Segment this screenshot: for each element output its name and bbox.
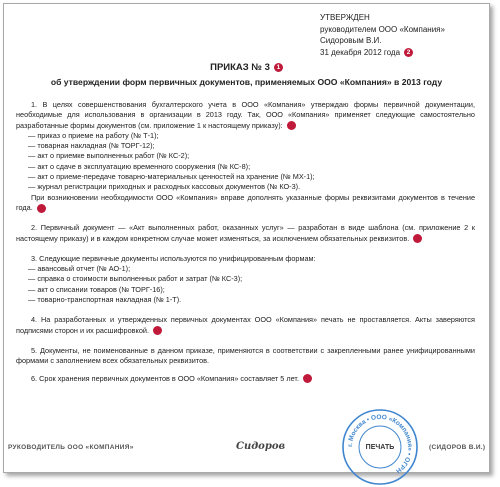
list-item: — журнал регистрации приходных и расходных кассовых документов (№ КО-3). bbox=[28, 182, 301, 192]
list-item: — авансовый отчет (№ АО-1); bbox=[28, 264, 131, 274]
paragraph-1-note bbox=[16, 193, 475, 214]
marker-5: 5 bbox=[153, 326, 162, 335]
list-item: — приказ о приеме на работу (№ Т-1); bbox=[28, 130, 159, 140]
marker-6: 6 bbox=[303, 374, 312, 383]
approval-block bbox=[320, 12, 445, 58]
order-title-text: ПРИКАЗ № 3 bbox=[210, 62, 270, 73]
list-item: — справка о стоимости выполненных работ и затрат (№ КС-3); bbox=[28, 274, 243, 284]
order-subtitle: об утверждении форм первичных документов, применяемых ООО «Компания» в 2013 году bbox=[50, 77, 443, 87]
stamp-center-text: ПЕЧАТЬ bbox=[365, 444, 395, 451]
marker-3: 3 bbox=[287, 121, 296, 130]
marker-1-repeat: 1 bbox=[37, 204, 46, 213]
paragraph-6 bbox=[16, 374, 475, 384]
paragraph-6-text: 6. Срок хранения первичных документов в ООО «Компания» составляет 5 лет. bbox=[31, 373, 299, 383]
list-item: — акт о сдаче в эксплуатацию временного сооружения (№ КС-8); bbox=[28, 161, 251, 171]
order-document bbox=[3, 3, 490, 473]
approval-line-1: УТВЕРЖДЕН bbox=[320, 13, 370, 22]
paragraph-5: 5. Документы, не поименованные в данном приказе, применяются в соответствии с закрепленными ранее унифицированными формами с заполнением всех обязательных реквизитов. bbox=[16, 345, 475, 366]
order-body bbox=[16, 100, 475, 384]
marker-4: 4 bbox=[413, 234, 422, 243]
paragraph-2 bbox=[16, 223, 475, 244]
order-title bbox=[4, 62, 489, 73]
paragraph-4-text: 4. На разработанных и утвержденных первичных документах ООО «Компания» печать не проставляется. Акты заверяются подписями сторон и их расшифровкой. bbox=[16, 315, 475, 335]
paragraph-1-text: 1. В целях совершенствования бухгалтерского учета в ООО «Компания» утверждаю формы первичной документации, необходимые для использования в организации в 2013 году. Так, ООО «Компания» применяет следующие самостоятельно разработанные формы документов (см. приложение 1 к настоящему приказу): bbox=[16, 100, 475, 130]
list-item: — товарно-транспортная накладная (№ 1-Т). bbox=[28, 295, 182, 305]
approval-line-2: руководителем ООО «Компания» bbox=[320, 24, 445, 34]
list-item: — акт о списании товаров (№ ТОРГ-16); bbox=[28, 284, 165, 294]
marker-1: 1 bbox=[274, 63, 283, 72]
footer-name: (СИДОРОВ В.И.) bbox=[429, 444, 486, 451]
paragraph-4 bbox=[16, 315, 475, 336]
paragraph-1 bbox=[16, 100, 475, 131]
paragraph-1-note-text: При возникновении необходимости ООО «Компания» вправе дополнять указанные формы реквизитами документов в течение года. bbox=[16, 192, 475, 212]
paragraph-3: 3. Следующие первичные документы используются по унифицированным формам: bbox=[31, 253, 316, 263]
signature: Сидоров bbox=[236, 441, 286, 452]
list-item: — товарная накладная (№ ТОРГ-12); bbox=[28, 141, 155, 151]
approval-line-3: Сидоровым В.И. bbox=[320, 36, 382, 45]
marker-2: 2 bbox=[404, 48, 413, 57]
stamp-seal bbox=[340, 407, 420, 487]
stamp-ring-text: г. Москва • ООО «Компания» • ОГРН bbox=[346, 413, 414, 475]
approval-date: 31 декабря 2012 года bbox=[320, 47, 401, 57]
list-item: — акт о приемке выполненных работ (№ КС-2); bbox=[28, 151, 190, 161]
footer-position: РУКОВОДИТЕЛЬ ООО «КОМПАНИЯ» bbox=[8, 444, 134, 451]
approval-line-4 bbox=[320, 47, 445, 59]
paragraph-2-text: 2. Первичный документ — «Акт выполненных работ, оказанных услуг» — разработан в виде шаблона (см. приложение 2 к настоящему приказу) и в каждом конкретном случае может изменяться, за исключением обязательных реквизитов. bbox=[16, 223, 475, 243]
list-item: — акт о приеме-передаче товарно-материальных ценностей на хранение (№ МХ-1); bbox=[28, 172, 315, 182]
